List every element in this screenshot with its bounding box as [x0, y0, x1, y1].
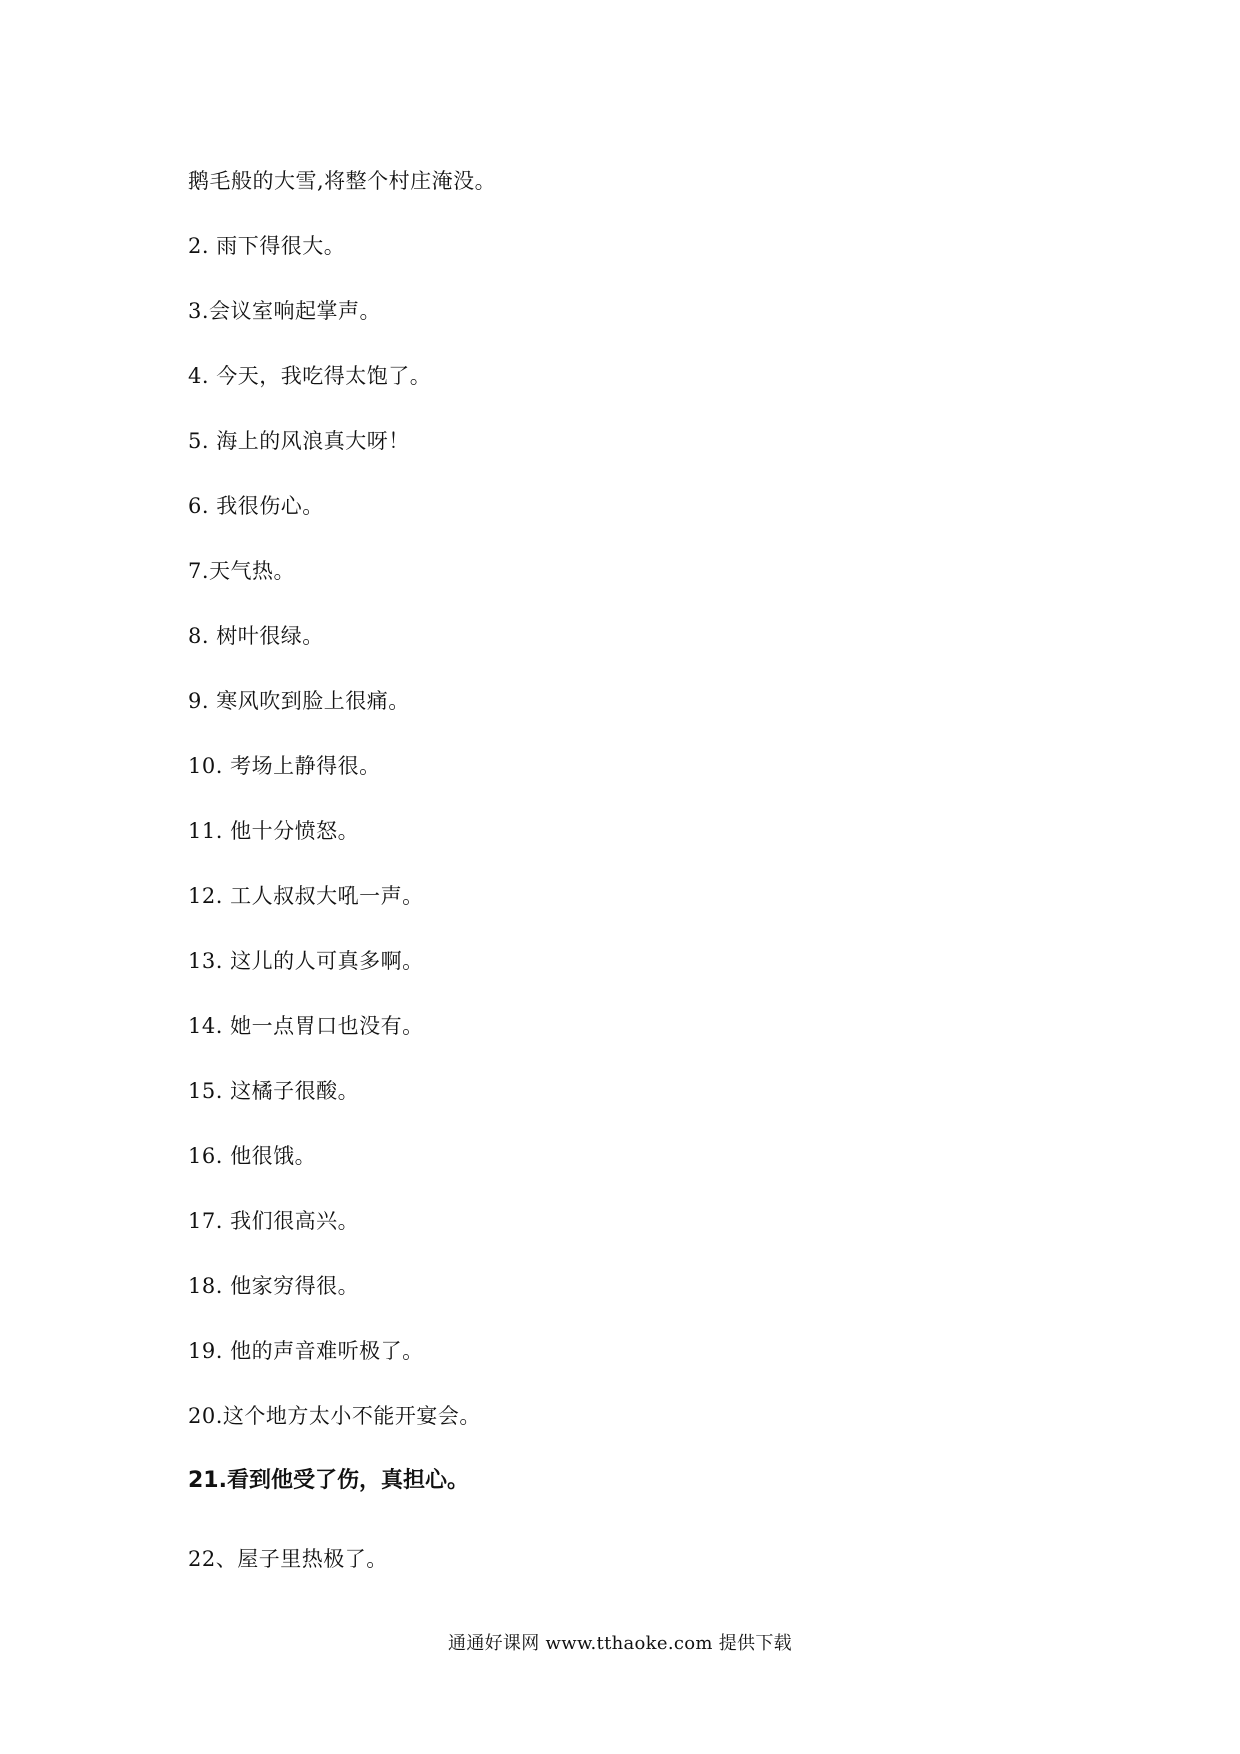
sentence-15: 15. 这橘子很酸。	[188, 1079, 360, 1103]
sentence-13: 13. 这儿的人可真多啊。	[188, 949, 424, 973]
sentence-7: 7.天气热。	[188, 559, 296, 583]
sentence-9: 9. 寒风吹到脸上很痛。	[188, 689, 410, 713]
sentence-8: 8. 树叶很绿。	[188, 624, 324, 648]
sentence-16: 16. 他很饿。	[188, 1144, 317, 1168]
sentence-17: 17. 我们很高兴。	[188, 1209, 360, 1233]
sentence-1: 鹅毛般的大雪,将整个村庄淹没。	[188, 169, 497, 193]
sentence-4: 4. 今天，我吃得太饱了。	[188, 364, 432, 388]
sentence-5: 5. 海上的风浪真大呀！	[188, 429, 410, 453]
sentence-19: 19. 他的声音难听极了。	[188, 1339, 424, 1363]
sentence-12: 12. 工人叔叔大吼一声。	[188, 884, 424, 908]
page-footer: 通通好课网 www.tthaoke.com 提供下载	[448, 1633, 792, 1654]
sentence-21: 21.看到他受了伤，真担心。	[188, 1468, 469, 1493]
sentence-2: 2. 雨下得很大。	[188, 234, 346, 258]
sentence-3: 3.会议室响起掌声。	[188, 299, 382, 323]
sentence-6: 6. 我很伤心。	[188, 494, 324, 518]
sentence-22: 22、屋子里热极了。	[188, 1547, 388, 1571]
sentence-11: 11. 他十分愤怒。	[188, 819, 360, 843]
sentence-10: 10. 考场上静得很。	[188, 754, 381, 778]
sentence-20: 20.这个地方太小不能开宴会。	[188, 1404, 481, 1428]
sentence-18: 18. 他家穷得很。	[188, 1274, 360, 1298]
sentence-14: 14. 她一点胃口也没有。	[188, 1014, 424, 1038]
